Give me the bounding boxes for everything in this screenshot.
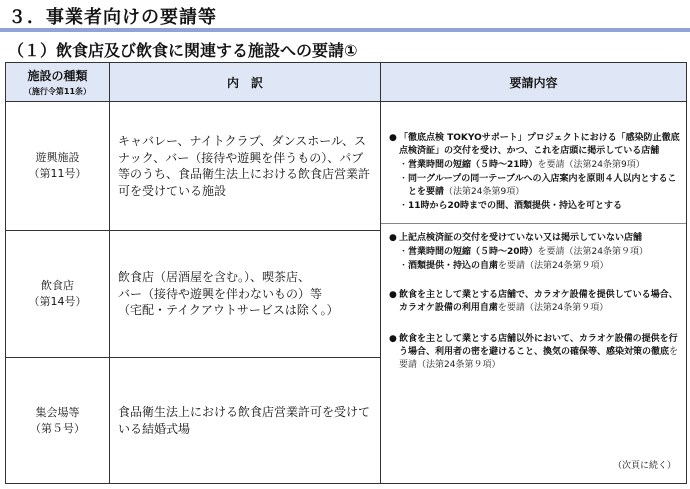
request-main-text: 飲食を主として業とする店舗で、カラオケ設備を提供している場合、カラオケ設備の利用自粛 bbox=[399, 290, 678, 313]
bullet-icon: ● bbox=[389, 334, 397, 344]
facility-detail-line: バー（接待や遊興を伴わないもの）等 bbox=[118, 286, 323, 301]
request-content-cell bbox=[381, 102, 687, 484]
request-main-text: 飲食を主として業とする店舗以外において、カラオケ設備の提供を行う場合、利用者の密を避けること、換気の確保等、感染対策の徹底 bbox=[399, 334, 678, 357]
facility-type-cell bbox=[6, 231, 110, 358]
request-item-law: を要請（法第24条第９項） bbox=[498, 261, 609, 271]
facility-detail-text: 食品衛生法上における飲食店営業許可を受けている結婚式場 bbox=[118, 405, 371, 436]
facility-detail-cell bbox=[110, 231, 381, 358]
header-facility-type-sub: （施行令第11条） bbox=[23, 87, 92, 96]
page-title: ３．事業者向けの要請等 bbox=[8, 7, 217, 28]
facility-detail-cell bbox=[110, 102, 381, 231]
request-item-law: を要請（法第24条第９項） bbox=[497, 303, 609, 313]
bullet-icon: ● bbox=[389, 290, 397, 300]
facility-type-article: （第５号） bbox=[30, 421, 85, 435]
facility-type-cell bbox=[6, 358, 110, 484]
facility-detail-text: キャバレー、ナイトクラブ、ダンスホール、スナック、バー（接待や遊興を伴うもの）、パブ等のうち、食品衛生法上における飲食店営業許可を受けている施設 bbox=[118, 134, 371, 198]
facility-detail-line: 飲食店（居酒屋を含む。）、喫茶店、 bbox=[118, 270, 311, 285]
header-request bbox=[381, 63, 687, 102]
continued-note: （次頁に続く） bbox=[612, 461, 676, 471]
request-item-text: 酒類提供・持込の自粛 bbox=[408, 261, 499, 271]
facility-type-cell bbox=[6, 102, 110, 231]
request-item-law: を要請（法第24条第9項） bbox=[537, 160, 645, 170]
header-detail bbox=[110, 63, 381, 102]
facility-detail-cell bbox=[110, 358, 381, 484]
header-detail-label: 内 訳 bbox=[226, 75, 263, 90]
bullet-icon: ● bbox=[389, 133, 397, 143]
request-item-text: 11時から20時までの間、酒類提供・持込を可とする bbox=[408, 201, 623, 211]
request-item-text: 営業時間の短縮（５時～20時） bbox=[408, 247, 538, 257]
request-block: ● 上記点検済証の交付を受けていない又は掲示していない店舗 ・ 営業時間の短縮（５時～20時）を要請（法第24条第９項） ・ 酒類提供・持込の自粛を要請（法第24条第９項） bbox=[389, 233, 648, 271]
table-header-row bbox=[6, 63, 687, 102]
title-underline bbox=[0, 28, 690, 32]
facility-type-name: 飲食店 bbox=[41, 279, 74, 292]
request-item-law: （法第24条第9項） bbox=[444, 187, 525, 197]
facility-request-table bbox=[5, 62, 687, 484]
facility-type-name: 集会場等 bbox=[35, 405, 80, 419]
request-item-text: 営業時間の短縮（５時～21時） bbox=[408, 160, 538, 170]
request-item-law: を要請（法第24条第９項） bbox=[399, 347, 679, 370]
request-block bbox=[389, 289, 680, 315]
request-block bbox=[389, 333, 680, 372]
divider bbox=[381, 223, 686, 224]
request-item-text: 同一グループの同一テーブルへの入店案内を原則４人以内とすることを要請 bbox=[408, 174, 677, 197]
request-main-text: 「徹底点検 TOKYOサポート」プロジェクトにおける「感染防止徹底点検済証」の交付を受け、かつ、これを店頭に掲示している店舗 bbox=[399, 133, 680, 156]
request-main-text: 上記点検済証の交付を受けていない又は掲示していない店舗 bbox=[399, 233, 643, 243]
section-heading: （１）飲食店及び飲食に関連する施設への要請① bbox=[8, 41, 358, 60]
request-block: ● 「徹底点検 TOKYOサポート」プロジェクトにおける「感染防止徹底点検済証」の交付を受け、かつ、これを店頭に掲示している店舗 ・ 営業時間の短縮（５時～21時）を要請（法第24条第9項） ・ 同一グループの同一テーブルへの入店案内を原則４人以内とすることを要請（法第24条第9項） ・ 11時から20時までの間、酒類提供・持込を可とする bbox=[389, 133, 680, 211]
facility-detail-line: （宅配・テイクアウトサービスは除く。） bbox=[118, 303, 339, 318]
facility-type-name: 遊興施設 bbox=[35, 151, 80, 164]
bullet-icon: ● bbox=[389, 233, 397, 243]
request-item-law: を要請（法第24条第９項） bbox=[537, 247, 648, 257]
facility-type-article: （第11号） bbox=[28, 167, 87, 180]
header-facility-type bbox=[6, 63, 110, 102]
header-request-label: 要請内容 bbox=[509, 75, 558, 90]
header-facility-type-label: 施設の種類 bbox=[27, 69, 88, 83]
table-row bbox=[6, 102, 687, 231]
facility-type-article: （第14号） bbox=[28, 295, 87, 308]
